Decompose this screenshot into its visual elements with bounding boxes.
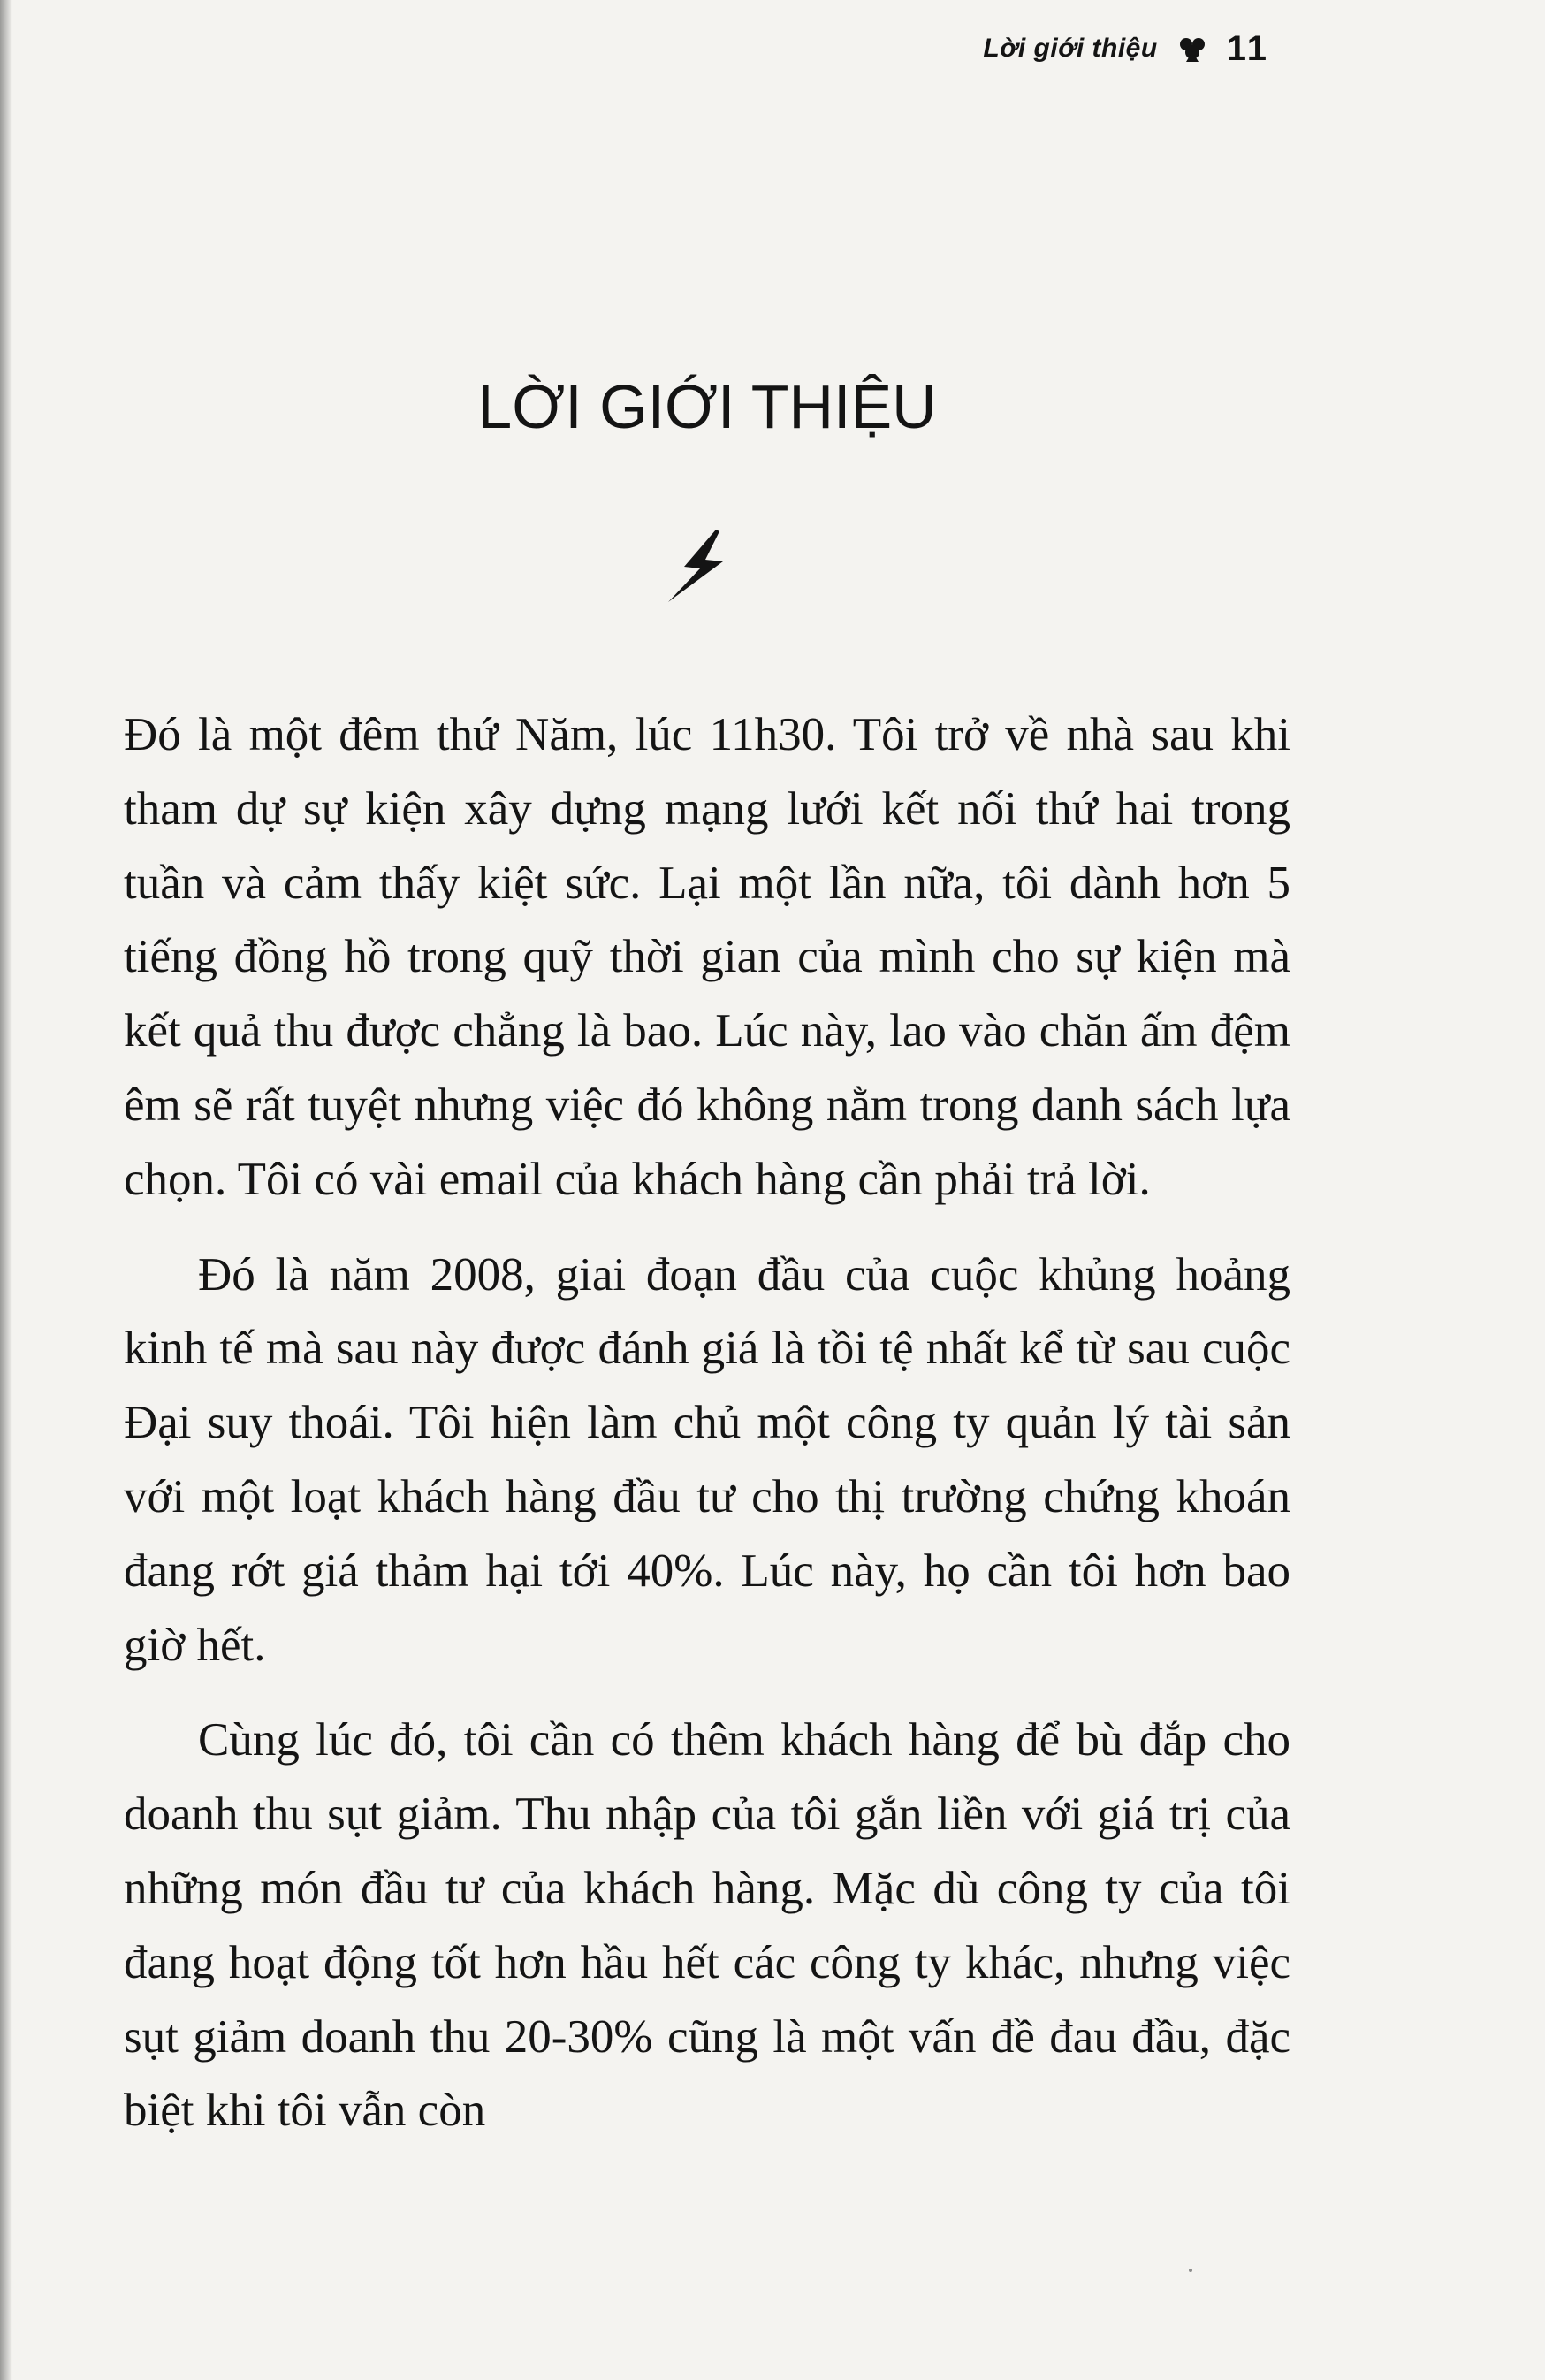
body-text bbox=[124, 698, 1290, 2170]
running-header bbox=[983, 27, 1269, 71]
paragraph-1: Đó là một đêm thứ Năm, lúc 11h30. Tôi trở về nhà sau khi tham dự sự kiện xây dựng mạng lưới kết nối thứ hai trong tuần và cảm thấy kiệt sức. Lại một lần nữa, tôi dành hơn 5 tiếng đồng hồ trong quỹ thời gian của mình cho sự kiện mà kết quả thu được chẳng là bao. Lúc này, lao vào chăn ấm đệm êm sẽ rất tuyệt nhưng việc đó không nằm trong danh sách lựa chọn. Tôi có vài email của khách hàng cần phải trả lời. bbox=[124, 709, 1290, 1205]
paragraph-3: Cùng lúc đó, tôi cần có thêm khách hàng để bù đắp cho doanh thu sụt giảm. Thu nhập của tôi gắn liền với giá trị của những món đầu tư của khách hàng. Mặc dù công ty của tôi đang hoạt động tốt hơn hầu hết các công ty khác, nhưng việc sụt giảm doanh thu 20-30% cũng là một vấn đề đau đầu, đặc biệt khi tôi vẫn còn bbox=[124, 1714, 1290, 2137]
paragraph-2: Đó là năm 2008, giai đoạn đầu của cuộc khủng hoảng kinh tế mà sau này được đánh giá là tồi tệ nhất kể từ sau cuộc Đại suy thoái. Tôi hiện làm chủ một công ty quản lý tài sản với một loạt khách hàng đầu tư cho thị trường chứng khoán đang rớt giá thảm hại tới 40%. Lúc này, họ cần tôi hơn bao giờ hết. bbox=[124, 1248, 1290, 1671]
scan-speck bbox=[1189, 2269, 1192, 2272]
running-title: Lời giới thiệu bbox=[983, 34, 1158, 63]
chapter-title: LỜI GIỚI THIỆU bbox=[477, 372, 937, 441]
page-number: 11 bbox=[1226, 28, 1269, 68]
page-edge-shadow bbox=[0, 0, 12, 2380]
lightning-bolt-icon bbox=[661, 526, 741, 606]
floral-ornament-icon bbox=[1177, 35, 1207, 62]
chapter-title-block bbox=[460, 371, 955, 442]
